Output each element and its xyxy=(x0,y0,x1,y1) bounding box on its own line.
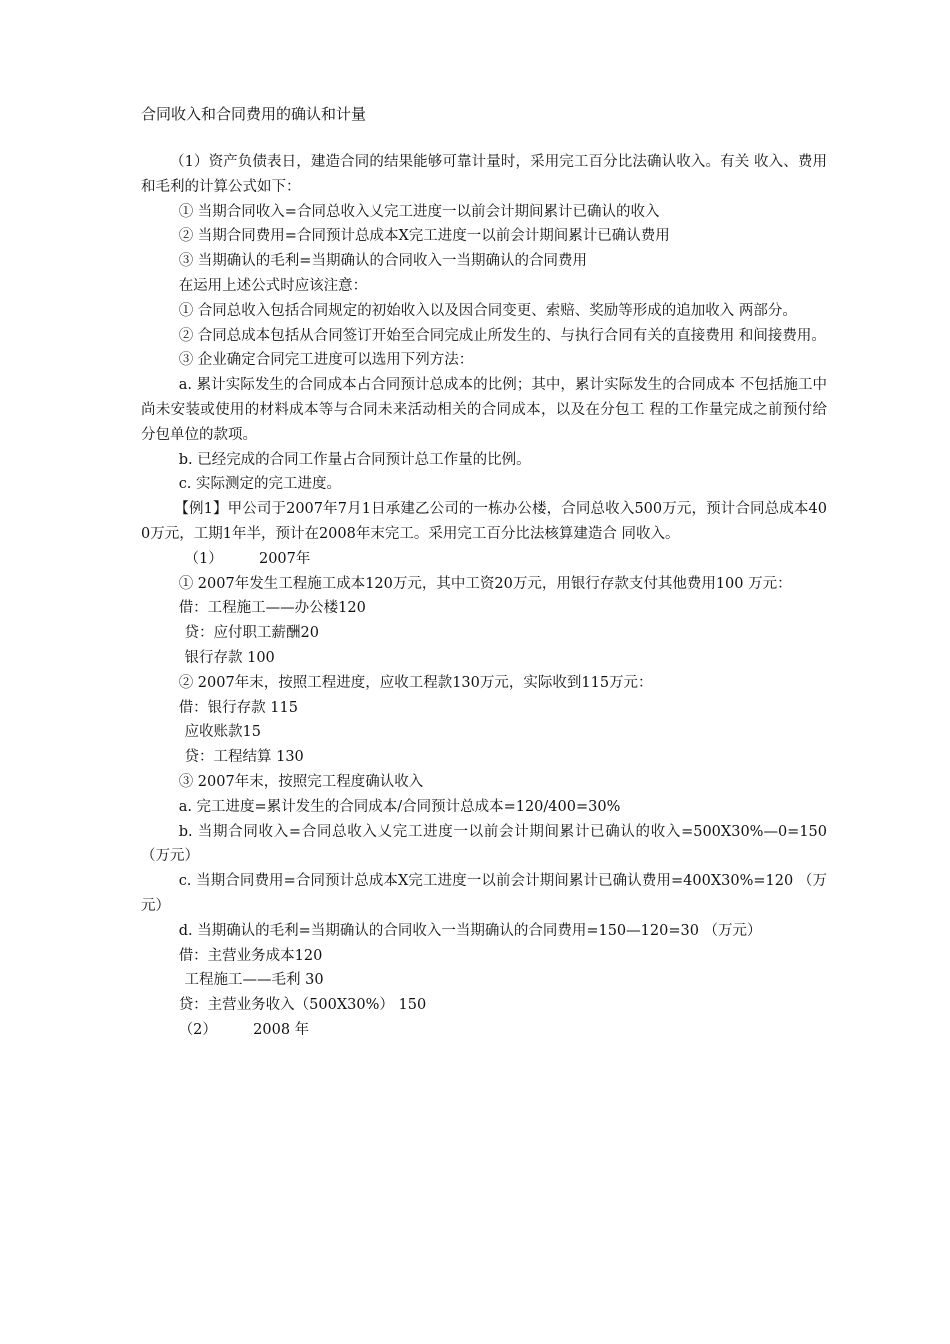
notes-heading: 在运用上述公式时应该注意： xyxy=(178,277,368,294)
example-1: 【例1】甲公司于2007年7月1日承建乙公司的一栋办公楼，合同总收入500万元，预计合同总成本400万元，工期1年半，预计在2008年末完工。采用完工百分比法核算建造合 同收入。 xyxy=(141,501,827,542)
calc-c: c. 当期合同费用=合同预计总成本X完工进度一以前会计期间累计已确认费用=400X30%=120 （万元） xyxy=(141,873,827,914)
calc-d: d. 当期确认的毛利=当期确认的合同收入一当期确认的合同费用=150—120=30 （万元） xyxy=(178,922,762,939)
entry-line-1: 借：工程施工——办公楼120 xyxy=(178,600,366,617)
year-2007-heading: （1） 2007年 xyxy=(184,550,311,567)
year-2008-heading: （2） 2008 年 xyxy=(178,1021,310,1038)
document-title: 合同收入和合同费用的确认和计量 xyxy=(141,105,367,123)
entry-line-5: 应收账款15 xyxy=(184,724,261,741)
entry-line-2: 贷：应付职工薪酬20 xyxy=(184,625,319,642)
note-2: ② 合同总成本包括从合同签订开始至合同完成止所发生的、与执行合同有关的直接费用 和间接费用。 xyxy=(178,327,826,344)
note-1: ① 合同总收入包括合同规定的初始收入以及因合同变更、索赔、奖励等形成的追加收入 两部分。 xyxy=(178,302,797,319)
formula-3: ③ 当期确认的毛利=当期确认的合同收入一当期确认的合同费用 xyxy=(178,253,587,270)
entry-line-8: 工程施工——毛利 30 xyxy=(184,972,324,989)
step-2: ② 2007年末，按照工程进度，应收工程款130万元，实际收到115万元： xyxy=(178,674,653,691)
formula-2: ② 当期合同费用=合同预计总成本X完工进度一以前会计期间累计已确认费用 xyxy=(178,228,670,245)
formula-1: ① 当期合同收入=合同总收入乂完工进度一以前会计期间累计已确认的收入 xyxy=(178,203,660,220)
entry-line-9: 贷：主营业务收入（500X30%） 150 xyxy=(178,997,427,1014)
method-b: b. 已经完成的合同工作量占合同预计总工作量的比例。 xyxy=(178,451,531,468)
entry-line-6: 贷：工程结算 130 xyxy=(184,749,304,766)
step-3: ③ 2007年末，按照完工程度确认收入 xyxy=(178,773,424,790)
calc-b: b. 当期合同收入=合同总收入乂完工进度一以前会计期间累计已确认的收入=500X30%—0=150 （万元） xyxy=(141,823,832,865)
calc-a: a. 完工进度=累计发生的合同成本/合同预计总成本=120/400=30% xyxy=(178,798,621,815)
paragraph-1: （1）资产负债表日，建造合同的结果能够可靠计量时，采用完工百分比法确认收入。有关 收入、费用和毛利的计算公式如下： xyxy=(141,154,827,195)
document-body xyxy=(141,150,832,1043)
method-c: c. 实际测定的完工进度。 xyxy=(178,476,342,493)
step-1: ① 2007年发生工程施工成本120万元，其中工资20万元，用银行存款支付其他费用100 万元： xyxy=(178,575,792,592)
entry-line-4: 借：银行存款 115 xyxy=(178,699,298,716)
entry-line-3: 银行存款 100 xyxy=(184,649,275,666)
entry-line-7: 借：主营业务成本120 xyxy=(178,947,323,964)
method-a: a. 累计实际发生的合同成本占合同预计总成本的比例；其中，累计实际发生的合同成本 不包括施工中尚未安装或使用的材料成本等与合同未来活动相关的合同成本，以及在分包工 程的工作量完成之前预付给分包单位的款项。 xyxy=(141,377,827,443)
note-3: ③ 企业确定合同完工进度可以选用下列方法： xyxy=(178,352,474,369)
